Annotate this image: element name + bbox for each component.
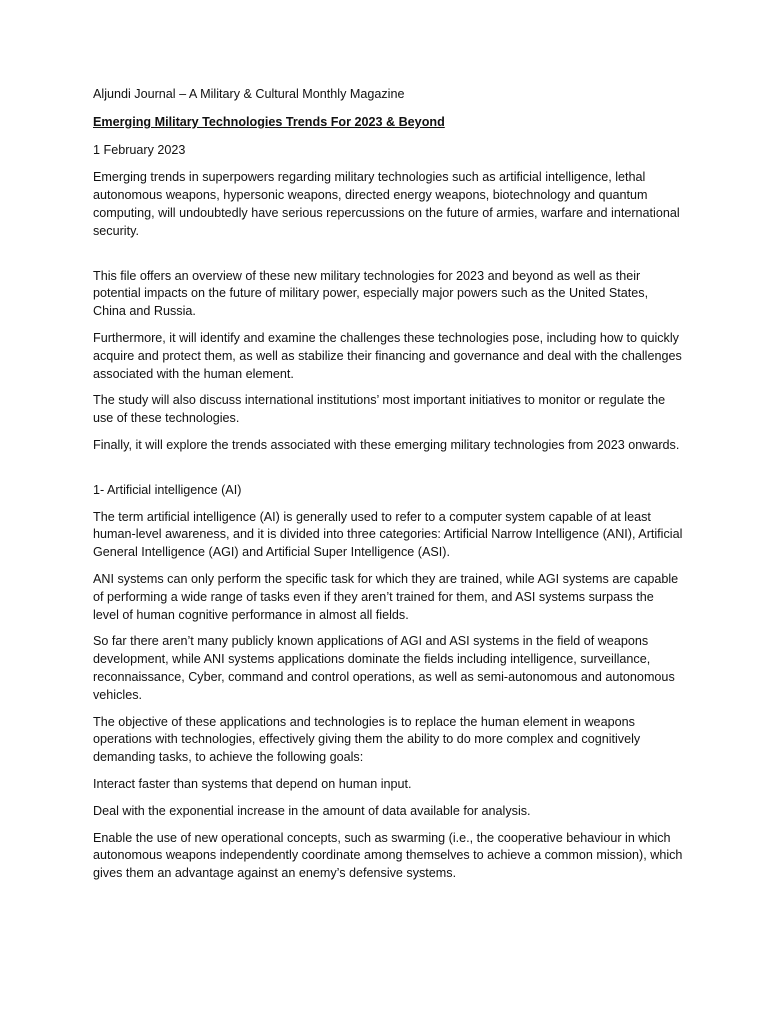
document-page — [93, 86, 683, 892]
article-date: 1 February 2023 — [93, 142, 186, 157]
goal-item: Enable the use of new operational concepts, such as swarming (i.e., the cooperative behaviour in which autonomous weapons independently coordinate among themselves to achieve a common mission), which gives them an advantage against an enemy’s defensive systems. — [93, 830, 683, 881]
intro-paragraph: The study will also discuss international institutions’ most important initiatives to monitor or regulate the use of these technologies. — [93, 393, 666, 426]
article-title: Emerging Military Technologies Trends For 2023 & Beyond — [93, 114, 445, 129]
section-paragraph: The objective of these applications and technologies is to replace the human element in weapons operations with technologies, effectively giving them the ability to do more complex and cognitively demanding tasks, to achieve the following goals: — [93, 714, 641, 765]
section-paragraph: The term artificial intelligence (AI) is generally used to refer to a computer system capable of at least human-level awareness, and it is divided into three categories: Artificial Narrow Intelligence (ANI), Artificial General Intelligence (AGI) and Artificial Super Intelligence (ASI). — [93, 509, 683, 560]
section-paragraph: ANI systems can only perform the specific task for which they are trained, while AGI systems are capable of performing a wide range of tasks even if they aren’t trained for them, and ASI systems surpass the level of human cognitive performance in almost all fields. — [93, 571, 679, 622]
intro-paragraph: Furthermore, it will identify and examine the challenges these technologies pose, including how to quickly acquire and protect them, as well as stabilize their financing and governance and deal with the challenges associated with the human element. — [93, 330, 682, 381]
goal-item: Deal with the exponential increase in the amount of data available for analysis. — [93, 803, 531, 818]
section-heading: 1- Artificial intelligence (AI) — [93, 482, 242, 497]
section-paragraph: So far there aren’t many publicly known applications of AGI and ASI systems in the field of weapons development, while ANI systems applications dominate the fields including intelligence, surveillance, reconnaissance, Cyber, command and control operations, as well as semi-autonomous and autonomous vehicles. — [93, 634, 675, 702]
journal-name: Aljundi Journal – A Military & Cultural Monthly Magazine — [93, 87, 405, 101]
intro-paragraph: Finally, it will explore the trends associated with these emerging military technologies from 2023 onwards. — [93, 437, 680, 452]
intro-paragraph: Emerging trends in superpowers regarding military technologies such as artificial intelligence, lethal autonomous weapons, hypersonic weapons, directed energy weapons, biotechnology and quantum computing, will undoubtedly have serious repercussions on the future of armies, warfare and international security. — [93, 170, 680, 238]
goal-item: Interact faster than systems that depend on human input. — [93, 776, 412, 791]
intro-paragraph: This file offers an overview of these new military technologies for 2023 and beyond as well as their potential impacts on the future of military power, especially major powers such as the United States, China and Russia. — [93, 268, 649, 319]
